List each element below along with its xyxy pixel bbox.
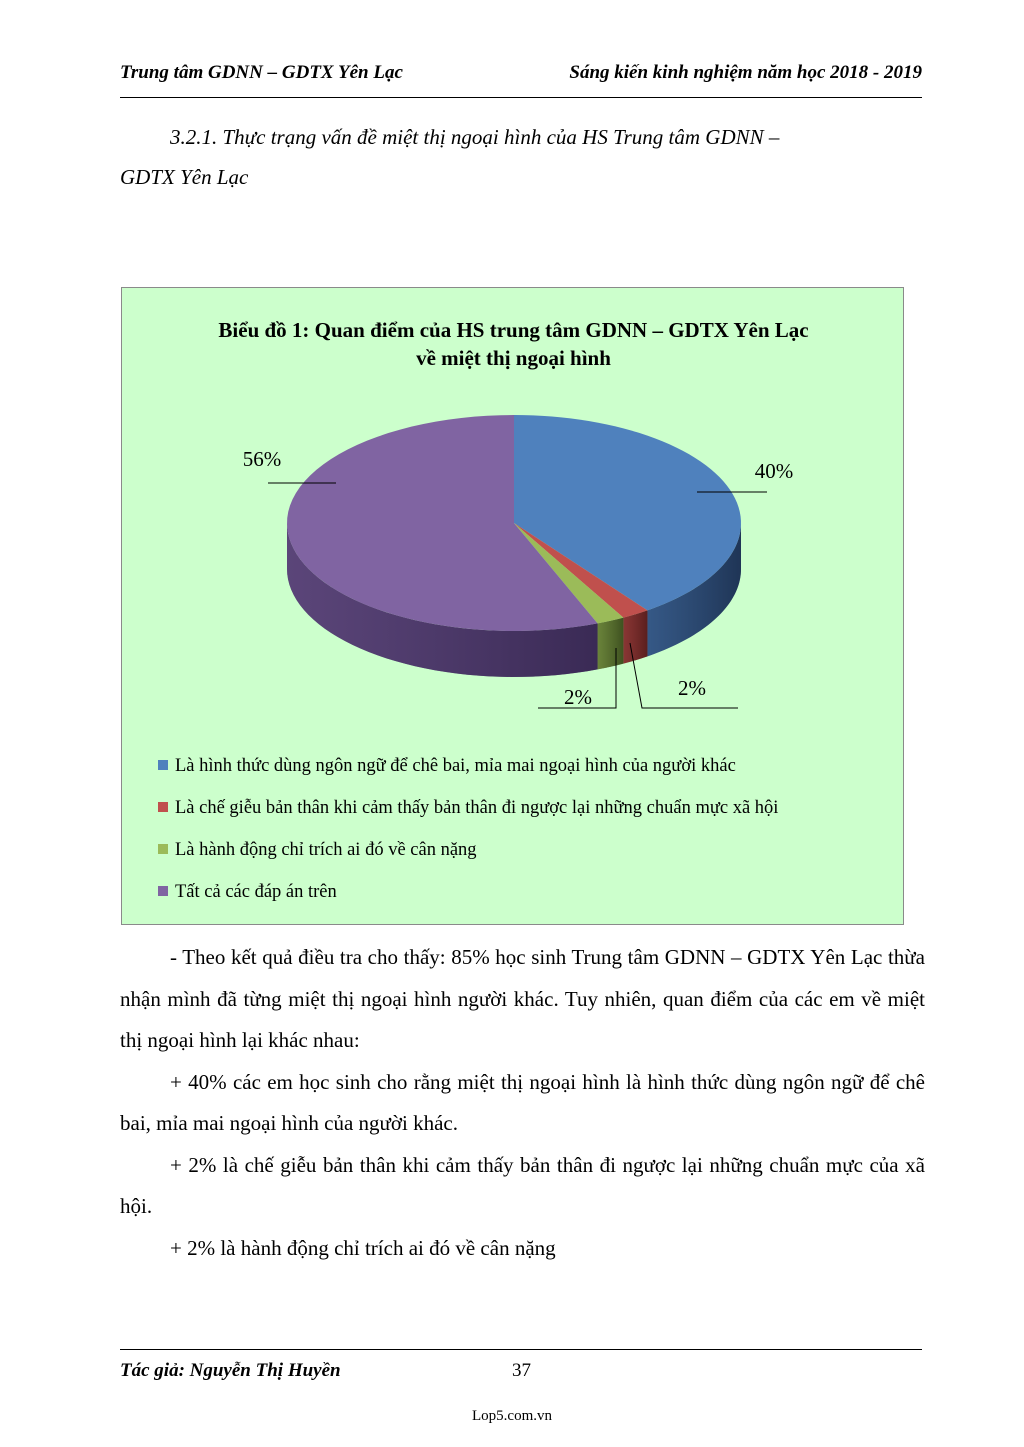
data-label-3: 56% bbox=[242, 447, 282, 471]
legend-item bbox=[158, 750, 898, 792]
legend-swatch bbox=[158, 886, 168, 896]
footer-rule bbox=[120, 1349, 922, 1350]
legend-label: Là chế giễu bản thân khi cảm thấy bản thân đi ngược lại những chuẩn mực xã hội bbox=[175, 798, 779, 818]
data-label-2: 2% bbox=[564, 685, 592, 709]
pie-chart bbox=[121, 287, 904, 925]
legend-label: Là hình thức dùng ngôn ngữ để chê bai, mỉa mai ngoại hình của người khác bbox=[175, 756, 736, 776]
legend-item bbox=[158, 834, 898, 876]
pie-plot bbox=[122, 288, 905, 748]
paragraph-point-2: + 2% là chế giễu bản thân khi cảm thấy bản thân đi ngược lại những chuẩn mực của xã hội. bbox=[120, 1152, 925, 1218]
legend-swatch bbox=[158, 760, 168, 770]
body-text bbox=[120, 937, 925, 1269]
chart-title-line2: về miệt thị ngoại hình bbox=[416, 346, 611, 370]
footer-site: Lop5.com.vn bbox=[472, 1408, 552, 1424]
legend-swatch bbox=[158, 844, 168, 854]
legend-label: Là hành động chỉ trích ai đó về cân nặng bbox=[175, 840, 477, 860]
page-header bbox=[120, 62, 922, 92]
page-number: 37 bbox=[512, 1360, 531, 1381]
pie-top bbox=[287, 415, 741, 631]
data-label-0: 40% bbox=[754, 459, 794, 483]
pie-side-shade-1 bbox=[623, 610, 647, 663]
paragraph-point-1: + 40% các em học sinh cho rằng miệt thị ngoại hình là hình thức dùng ngôn ngữ để chê bai, mỉa mai ngoại hình của người khác. bbox=[120, 1069, 925, 1135]
header-school: Trung tâm GDNN – GDTX Yên Lạc bbox=[120, 62, 403, 83]
pie-side-shade-2 bbox=[598, 618, 624, 670]
legend-item bbox=[158, 876, 898, 918]
data-label-1: 2% bbox=[678, 676, 706, 700]
paragraph-survey: - Theo kết quả điều tra cho thấy: 85% học sinh Trung tâm GDNN – GDTX Yên Lạc thừa nhận mình đã từng miệt thị ngoại hình người khác. Tuy nhiên, quan điểm của các em về miệt thị ngoại hình lại khác nhau: bbox=[120, 945, 925, 1052]
header-title: Sáng kiến kinh nghiệm năm học 2018 - 2019 bbox=[569, 62, 922, 83]
paragraph-point-3: + 2% là hành động chỉ trích ai đó về cân nặng bbox=[170, 1235, 556, 1260]
legend-item bbox=[158, 792, 898, 834]
section-title-line2: GDTX Yên Lạc bbox=[120, 165, 249, 189]
header-rule bbox=[120, 97, 922, 98]
legend-label: Tất cả các đáp án trên bbox=[175, 882, 337, 902]
section-title bbox=[120, 117, 922, 197]
chart-title-line1: Biểu đồ 1: Quan điểm của HS trung tâm GDNN – GDTX Yên Lạc bbox=[218, 318, 809, 342]
chart-legend bbox=[158, 750, 898, 918]
footer-author: Tác giả: Nguyễn Thị Huyền bbox=[120, 1360, 341, 1381]
section-title-line1: 3.2.1. Thực trạng vấn đề miệt thị ngoại hình của HS Trung tâm GDNN – bbox=[170, 125, 780, 149]
legend-swatch bbox=[158, 802, 168, 812]
